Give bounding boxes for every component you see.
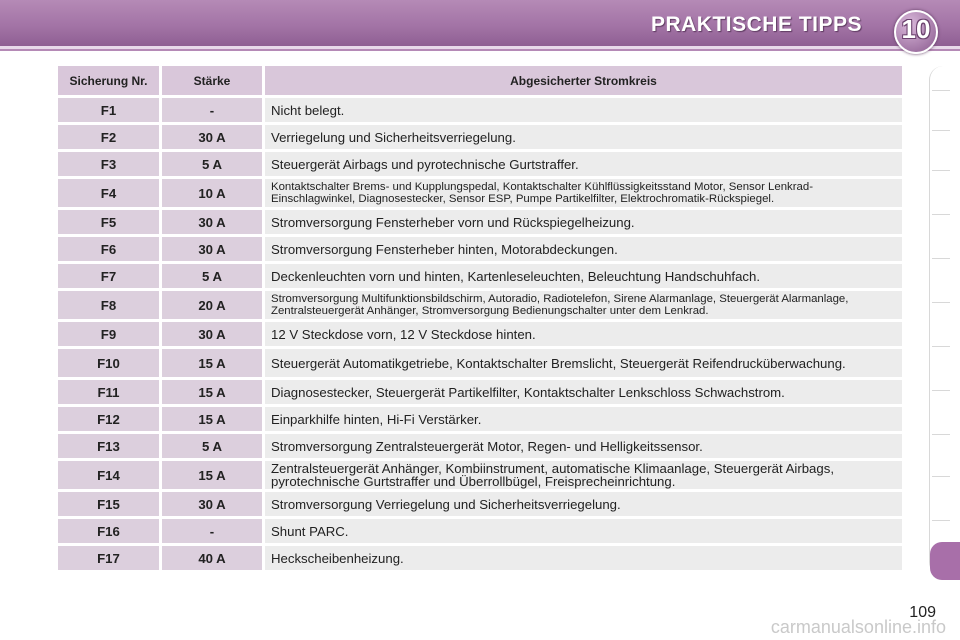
fuse-rating: 30 A <box>162 237 262 261</box>
table-row <box>58 492 902 516</box>
table-row <box>58 152 902 176</box>
fuse-number: F11 <box>58 380 159 404</box>
fuse-circuit: Deckenleuchten vorn und hinten, Kartenleseleuchten, Beleuchtung Handschuhfach. <box>265 264 902 288</box>
fuse-rating: 15 A <box>162 380 262 404</box>
fuse-rating: 15 A <box>162 349 262 377</box>
column-header-circuit: Abgesicherter Stromkreis <box>265 66 902 95</box>
fuse-circuit: 12 V Steckdose vorn, 12 V Steckdose hinten. <box>265 322 902 346</box>
fuse-number: F17 <box>58 546 159 570</box>
table-row <box>58 291 902 319</box>
chapter-tab-marker[interactable] <box>932 390 950 391</box>
chapter-tab-active[interactable] <box>930 542 960 580</box>
fuse-circuit: Stromversorgung Verriegelung und Sicherheitsverriegelung. <box>265 492 902 516</box>
chapter-tab-marker[interactable] <box>932 302 950 303</box>
fuse-rating: 10 A <box>162 179 262 207</box>
fuse-rating: 30 A <box>162 322 262 346</box>
table-row <box>58 380 902 404</box>
chapter-tab-marker[interactable] <box>932 170 950 171</box>
fuse-rating: - <box>162 519 262 543</box>
fuse-circuit: Einparkhilfe hinten, Hi-Fi Verstärker. <box>265 407 902 431</box>
fuse-rating: 5 A <box>162 264 262 288</box>
fuse-rating: 40 A <box>162 546 262 570</box>
fuse-rating: 15 A <box>162 461 262 489</box>
table-row <box>58 98 902 122</box>
fuse-number: F5 <box>58 210 159 234</box>
chapter-tab-marker[interactable] <box>932 258 950 259</box>
fuse-rating: 20 A <box>162 291 262 319</box>
fuse-circuit: Steuergerät Automatikgetriebe, Kontaktschalter Bremslicht, Steuergerät Reifendrucküberwachung. <box>265 349 902 377</box>
chapter-tabs <box>929 66 960 576</box>
fuse-number: F14 <box>58 461 159 489</box>
fuse-rating: 5 A <box>162 152 262 176</box>
fuse-number: F10 <box>58 349 159 377</box>
watermark: carmanualsonline.info <box>770 617 946 637</box>
chapter-number: 10 <box>901 14 931 44</box>
fuse-rating: 5 A <box>162 434 262 458</box>
table-row <box>58 407 902 431</box>
table-row <box>58 264 902 288</box>
chapter-tab-marker[interactable] <box>932 214 950 215</box>
table-row <box>58 519 902 543</box>
fuse-number: F7 <box>58 264 159 288</box>
fuse-rating: - <box>162 98 262 122</box>
fuse-number: F2 <box>58 125 159 149</box>
fuse-number: F6 <box>58 237 159 261</box>
table-row <box>58 322 902 346</box>
fuse-circuit: Heckscheibenheizung. <box>265 546 902 570</box>
column-header-fuse-number: Sicherung Nr. <box>58 66 159 95</box>
chapter-tab-marker[interactable] <box>932 346 950 347</box>
page-number: 109 <box>909 604 936 621</box>
chapter-tab-marker[interactable] <box>932 434 950 435</box>
fuse-number: F15 <box>58 492 159 516</box>
fuse-number: F16 <box>58 519 159 543</box>
fuse-number: F4 <box>58 179 159 207</box>
header-divider-accent <box>0 49 960 51</box>
fuse-circuit: Stromversorgung Fensterheber hinten, Motorabdeckungen. <box>265 237 902 261</box>
fuse-circuit: Kontaktschalter Brems- und Kupplungspedal, Kontaktschalter Kühlflüssigkeitsstand Motor, Sensor Lenkrad-Einschlagwinkel, Diagnosestecker, Sensor ESP, Pumpe Partikelfilter, Elektrochromatik-Rückspiegel. <box>265 179 902 207</box>
fuse-circuit: Stromversorgung Multifunktionsbildschirm, Autoradio, Radiotelefon, Sirene Alarmanlage, Steuergerät Alarmanlage, Zentralsteuergerät Anhänger, Stromversorgung Bedienungschalter unter dem Lenkrad. <box>265 291 902 319</box>
fuse-circuit: Steuergerät Airbags und pyrotechnische Gurtstraffer. <box>265 152 902 176</box>
table-row <box>58 125 902 149</box>
chapter-tab-marker[interactable] <box>932 130 950 131</box>
chapter-tab-marker[interactable] <box>932 520 950 521</box>
fuse-circuit: Nicht belegt. <box>265 98 902 122</box>
chapter-tab-marker[interactable] <box>932 476 950 477</box>
fuse-rating: 15 A <box>162 407 262 431</box>
table-header-row <box>58 66 902 95</box>
table-row <box>58 434 902 458</box>
fuse-table <box>55 63 905 573</box>
table-row <box>58 546 902 570</box>
fuse-circuit: Shunt PARC. <box>265 519 902 543</box>
table-row <box>58 349 902 377</box>
fuse-circuit: Diagnosestecker, Steuergerät Partikelfilter, Kontaktschalter Lenkschloss Schwachstrom. <box>265 380 902 404</box>
fuse-number: F3 <box>58 152 159 176</box>
table-row <box>58 461 902 489</box>
page-title: PRAKTISCHE TIPPS <box>650 13 862 36</box>
fuse-number: F8 <box>58 291 159 319</box>
fuse-rating: 30 A <box>162 210 262 234</box>
fuse-rating: 30 A <box>162 125 262 149</box>
fuse-circuit: Verriegelung und Sicherheitsverriegelung. <box>265 125 902 149</box>
fuse-circuit: Stromversorgung Zentralsteuergerät Motor, Regen- und Helligkeitssensor. <box>265 434 902 458</box>
chapter-tab-marker[interactable] <box>932 90 950 91</box>
fuse-number: F13 <box>58 434 159 458</box>
column-header-rating: Stärke <box>162 66 262 95</box>
table-row <box>58 210 902 234</box>
fuse-number: F12 <box>58 407 159 431</box>
fuse-circuit: Stromversorgung Fensterheber vorn und Rückspiegelheizung. <box>265 210 902 234</box>
fuse-number: F1 <box>58 98 159 122</box>
fuse-rating: 30 A <box>162 492 262 516</box>
table-row <box>58 237 902 261</box>
fuse-number: F9 <box>58 322 159 346</box>
fuse-circuit: Zentralsteuergerät Anhänger, Kombiinstrument, automatische Klimaanlage, Steuergerät Airbags, pyrotechnische Gurtstraffer und Überrollbügel, Freisprecheinrichtung. <box>265 461 902 489</box>
table-row <box>58 179 902 207</box>
